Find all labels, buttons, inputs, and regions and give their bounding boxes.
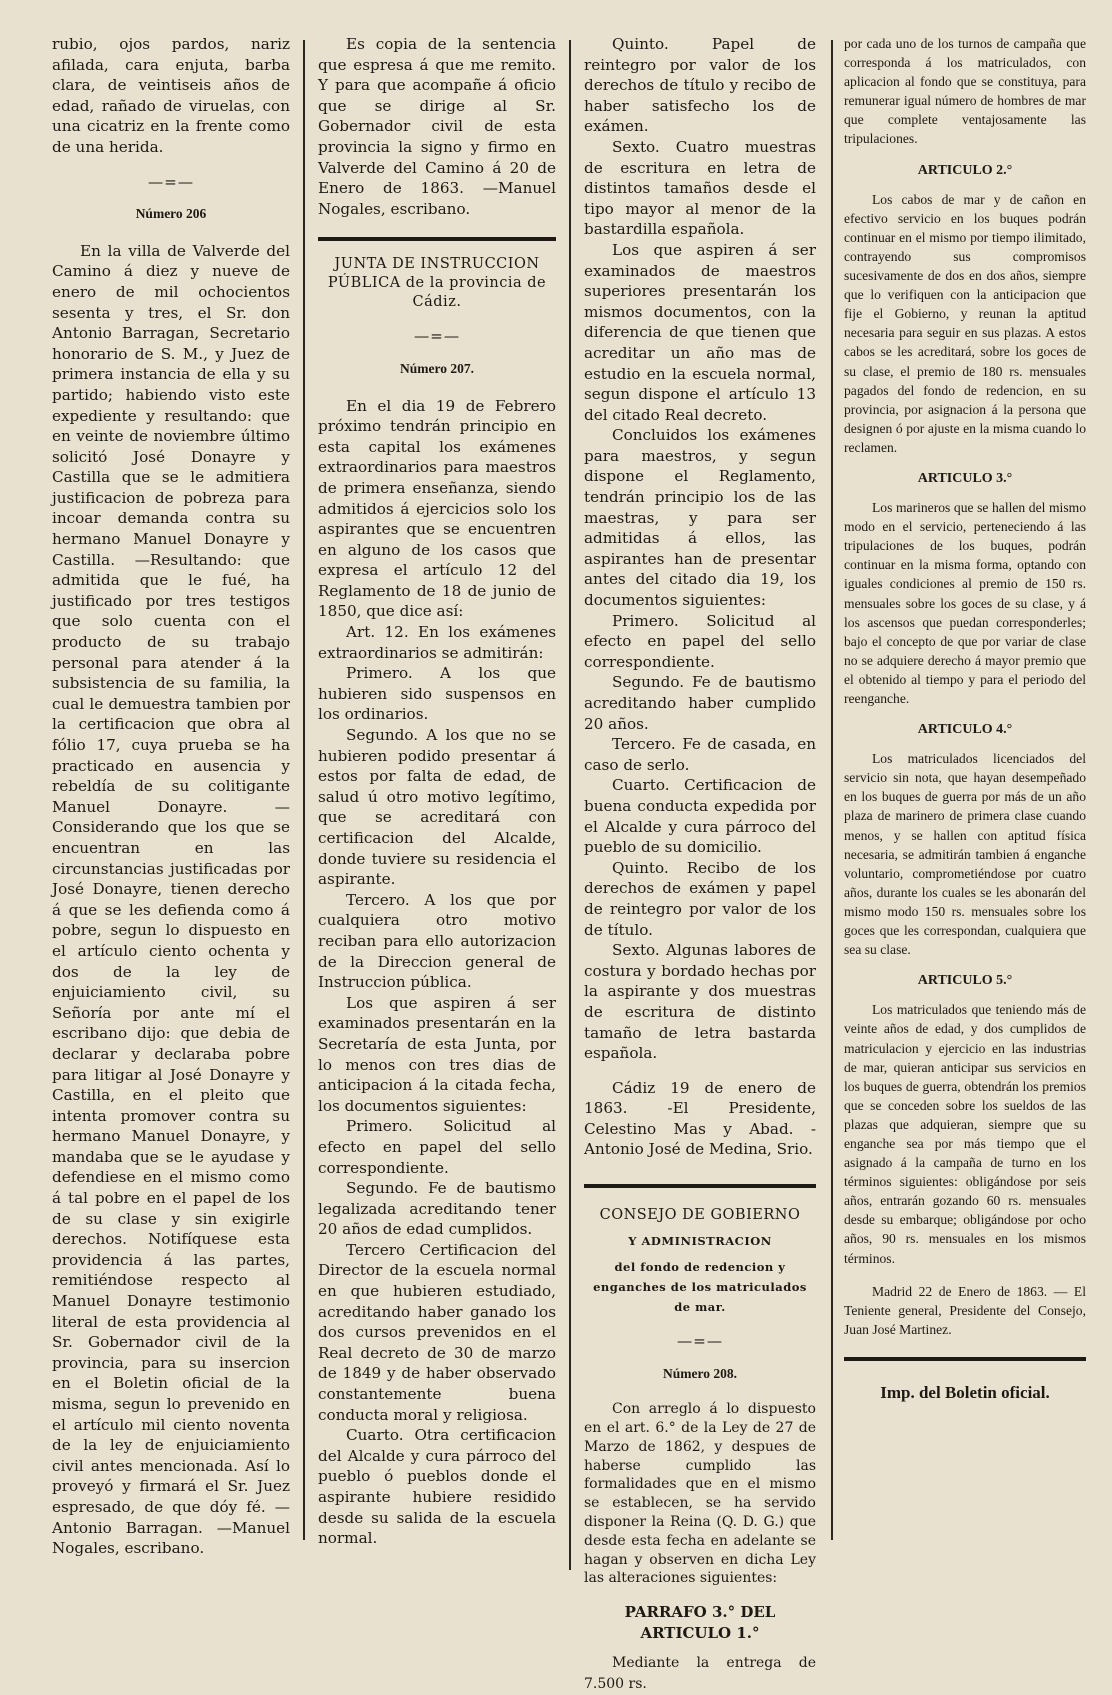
column-divider <box>569 40 571 1570</box>
paragraph: Los marineros que se hallen del mismo modo en el servicio, perteneciendo á las tripulaciones de los buques, podrán continuar en la misma forma, optando con iguales condiciones al premio de 150 rs. mensuales sobre los goces de su clase, y á los ascensos que puedan corresponderles; bajo el concepto de que por variar de clase no se adquiere derecho á mayor premio que el obtenido al tiempo y para el periodo del reenganche. <box>844 500 1086 706</box>
paragraph: Quinto. Recibo de los derechos de exámen y papel de reintegro por valor de los de título. <box>584 858 816 939</box>
paragraph: Sexto. Cuatro muestras de escritura en letra de distintos tamaños desde el tipo mayor al menor de la bastardilla española. <box>584 137 816 239</box>
paragraph: Tercero. A los que por cualquiera otro motivo reciban para ello autorizacion de la Direccion general de Instruccion pública. <box>318 890 556 992</box>
number-heading: Número 208. <box>663 1365 737 1381</box>
signature-paragraph: Madrid 22 de Enero de 1863. — El Teniente general, Presidente del Consejo, Juan José Martinez. <box>844 1283 1086 1337</box>
paragraph: En la villa de Valverde del Camino á diez y nueve de enero de mil ochocientos sesenta y tres, el Sr. don Antonio Barragan, Secretario honorario de S. M., y Juez de primera instancia de ella y su partido; habiendo visto este expediente y resultando: que en veinte de noviembre último solicitó José Donayre y Castilla que se le admitiera justificacion de pobreza para incoar demanda contra su hermano Manuel Donayre y Castilla. —Resultando: que admitida que le fué, ha justificado por tres testigos que solo cuenta con el producto de su trabajo personal para atender á la subsistencia de su familia, la cual le demuestra tambien por la certificacion que obra al fólio 17, cuya prueba se ha practicado en ausencia y rebeldía de su colitigante Manuel Donayre. —Considerando que los que se encuentran en las circunstancias justificadas por José Donayre, tienen derecho á que se les defienda como á pobre, segun lo dispuesto en el artículo ciento ochenta y dos de la ley de enjuiciamiento civil, su Señoría por ante mí el escribano dijo: que debia de declarar y declaraba pobre para litigar al José Donayre y Castilla, en el pleito que intenta promover contra su hermano Manuel Donayre, y mandaba que se le ayudase y defendiese en el mismo como á tal pobre en el papel de los de su clase y sin exigirle derechos. Notifíquese esta providencia á las partes, remitiéndose respecto al Manuel Donayre testimonio literal de esta providencia al Sr. Gobernador civil de la provincia, para su insercion en el Boletin oficial de la misma, segun lo prevenido en el artículo mil ciento noventa de la ley de enjuiciamiento civil antes mencionada. Así lo proveyó y firmará el Sr. Juez espresado, de que dóy fé. —Antonio Barragan. —Manuel Nogales, escribano. <box>52 241 290 1558</box>
article-heading: ARTICULO 4.° <box>917 722 1013 738</box>
paragraph: Primero. Solicitud al efecto en papel del sello correspondiente. <box>584 611 816 671</box>
column-divider <box>831 40 833 1540</box>
section-subheading: del fondo de redencion y enganches de los matriculados de mar. <box>593 1260 807 1315</box>
separator: —=— <box>147 172 195 191</box>
column-3 <box>584 34 816 1695</box>
paragraph: En el dia 19 de Febrero próximo tendrán principio en esta capital los exámenes extraordinarios para maestros de primera enseñanza, siendo admitidos á ejercicios solo los aspirantes que se encuentren en alguno de los casos que expresa el artículo 12 del Reglamento de 18 de junio de 1850, que dice así: <box>318 396 556 621</box>
section-rule <box>318 237 556 241</box>
paragraph: Con arreglo á lo dispuesto en el art. 6.° de la Ley de 27 de Marzo de 1862, y despues de haberse cumplido las formalidades que en el mismo se establecen, se ha servido disponer la Reina (Q. D. G.) que desde esta fecha en adelante se hagan y observen en dicha Ley las alteraciones siguientes: <box>584 1401 816 1587</box>
separator: —=— <box>413 327 461 346</box>
paragraph: Primero. A los que hubieren sido suspensos en los ordinarios. <box>318 664 556 724</box>
paragraph: Cuarto. Otra certificacion del Alcalde y cura párroco del pueblo ó pueblos donde el aspirante hubiere residido desde su salida de la escuela normal. <box>318 1426 556 1548</box>
column-4 <box>844 34 1086 1402</box>
section-rule <box>844 1357 1086 1361</box>
section-heading: JUNTA DE INSTRUCCION PÚBLICA de la provincia de Cádiz. <box>327 256 547 311</box>
separator: —=— <box>676 1332 724 1351</box>
paragraph: Los que aspiren á ser examinados de maestros superiores presentarán los mismos documentos, con la diferencia de que tienen que acreditar un año mas de estudio en la escuela normal, segun dispone el artículo 13 del citado Real decreto. <box>584 240 816 424</box>
paragraph: Segundo. Fe de bautismo legalizada acreditando tener 20 años de edad cumplidos. <box>318 1179 556 1239</box>
paragraph: Sexto. Algunas labores de costura y bordado hechas por la aspirante y dos muestras de escritura de distinto tamaño de letra bastarda española. <box>584 941 816 1063</box>
article-heading: PARRAFO 3.° DEL ARTICULO 1.° <box>624 1603 776 1642</box>
number-heading: Número 206 <box>135 206 207 222</box>
paragraph: Art. 12. En los exámenes extraordinarios se admitirán: <box>318 623 556 662</box>
paragraph: rubio, ojos pardos, nariz afilada, cara enjuta, barba clara, de veintiseis años de edad, rañado de viruelas, con una cicatriz en la frente como de una herida. <box>52 35 290 156</box>
section-rule <box>584 1184 816 1188</box>
imprint: Imp. del Boletin oficial. <box>880 1382 1050 1402</box>
paragraph: Concluidos los exámenes para maestros, y segun dispone el Reglamento, tendrán principio los de las maestras, y para ser admitidas á ellos, las aspirantes han de presentar antes del citado dia 19, los documentos siguientes: <box>584 426 816 610</box>
section-subheading: Y ADMINISTRACION <box>628 1234 772 1249</box>
number-heading: Número 207. <box>400 360 474 376</box>
article-heading: ARTICULO 5.° <box>917 973 1013 989</box>
paragraph: Los matriculados que teniendo más de veinte años de edad, y dos cumplidos de matriculacion y ejercicio en las industrias de mar, quieran anticipar sus servicios en los buques de guerra, obtendrán los premios que se conceden sobre los sueldos de las plazas que adquieran, siempre que su enganche sea por más tiempo que el asignado á la campaña de turno en los términos siguientes: obligándose por seis años, entrarán gozando 60 rs. mensuales desde su embarque; obligándose por ocho años, 90 rs. mensuales en los mismos términos. <box>844 1002 1086 1266</box>
paragraph: Los que aspiren á ser examinados presentarán en la Secretaría de esta Junta, por lo menos con tres dias de anticipacion á la citada fecha, los documentos siguientes: <box>318 993 556 1115</box>
section-heading: CONSEJO DE GOBIERNO <box>599 1207 801 1224</box>
paragraph: Cuarto. Certificacion de buena conducta expedida por el Alcalde y cura párroco del pueblo de su domicilio. <box>584 776 816 857</box>
column-divider <box>303 40 305 1540</box>
paragraph: Los cabos de mar y de cañon en efectivo servicio en los buques podrán continuar en el mismo por tiempo ilimitado, contrayendo sus compromisos sucesivamente de dos en dos años, siempre que lo verifiquen con la anticipacion que fije el Gobierno, y reunan la aptitud necesaria para seguir en sus plazas. A estos cabos se les acreditará, sobre los goces de su clase, el premio de 180 rs. mensuales pagados del fondo de redencion, en su provincia, por asignacion á la persona que designen ó por ajuste en la misma cuando lo reclamen. <box>844 191 1086 455</box>
paragraph: por cada uno de los turnos de campaña que corresponda á los matriculados, con aplicacion al fondo que se constituya, para remunerar igual número de hombres de mar que complete ventajosamente las tripulaciones. <box>844 36 1086 147</box>
article-heading: ARTICULO 3.° <box>917 470 1013 486</box>
paragraph: Los matriculados licenciados del servicio sin nota, que hayan desempeñado en los buques de guerra por más de un año plaza de marinero de primera clase cuando menos, y se hallen con aptitud física necesaria, se admitirán tambien á enganche voluntario, comprometiéndose por cuatro años, durante los cuales se les abonarán del mismo modo 150 rs. mensuales sobre los goces que les correspondan, cualquiera que sea su clase. <box>844 751 1086 958</box>
paragraph: Tercero Certificacion del Director de la escuela normal en que hubieren estudiado, acreditando haber ganado los dos cursos prevenidos en el Real decreto de 30 de marzo de 1849 y de haber observado constantemente buena conducta moral y religiosa. <box>318 1240 556 1424</box>
paragraph: Quinto. Papel de reintegro por valor de los derechos de título y recibo de haber satisfecho los de exámen. <box>584 35 816 136</box>
article-heading: ARTICULO 2.° <box>917 162 1013 178</box>
paragraph: Segundo. Fe de bautismo acreditando haber cumplido 20 años. <box>584 673 816 733</box>
column-1 <box>52 34 290 1559</box>
paragraph: Mediante la entrega de 7.500 rs. <box>584 1655 816 1692</box>
signature-paragraph: Cádiz 19 de enero de 1863. -El Presidente, Celestino Mas y Abad. -Antonio José de Medina, Srio. <box>584 1078 816 1159</box>
paragraph: Primero. Solicitud al efecto en papel del sello correspondiente. <box>318 1117 556 1177</box>
column-2 <box>318 34 556 1549</box>
paragraph: Es copia de la sentencia que espresa á que me remito. Y para que acompañe á oficio que se dirige al Sr. Gobernador civil de esta provincia la signo y firmo en Valverde del Camino á 20 de Enero de 1863. —Manuel Nogales, escribano. <box>318 35 556 218</box>
paragraph: Segundo. A los que no se hubieren podido presentar á estos por falta de edad, de salud ú otro motivo legítimo, que se acreditará con certificacion del Alcalde, donde tuviere su residencia el aspirante. <box>318 726 556 889</box>
paragraph: Tercero. Fe de casada, en caso de serlo. <box>584 735 816 774</box>
